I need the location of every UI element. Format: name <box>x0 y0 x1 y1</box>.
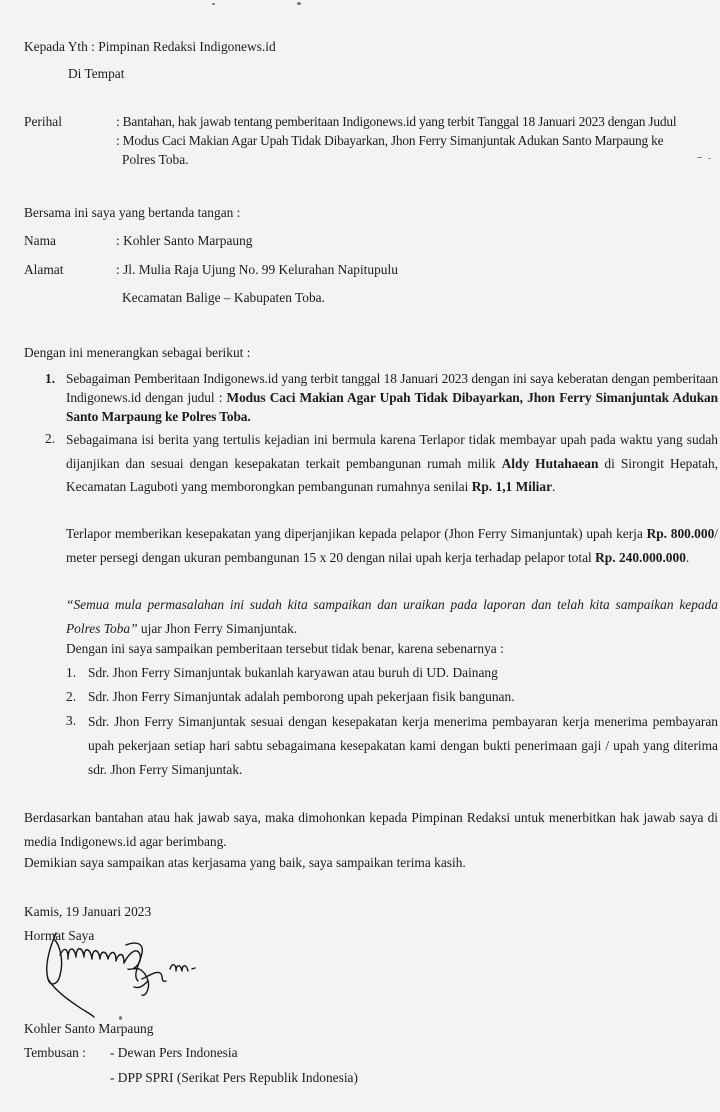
point-1-number: 1. <box>45 371 56 386</box>
point-1-headline: Modus Caci Makian Agar Upah Tidak Dibayarkan, Jhon Ferry Simanjuntak Adukan Santo Marpaung ke Polres Toba. <box>66 390 718 424</box>
point-2-text <box>66 428 718 499</box>
cc-label: Tembusan : <box>24 1045 86 1060</box>
signatory-name: Kohler Santo Marpaung <box>24 1021 154 1036</box>
rate-value: Rp. 800.000 <box>646 526 715 541</box>
addressee-place: Di Tempat <box>68 66 125 81</box>
statement-intro: Dengan ini menerangkan sebagai berikut : <box>24 345 251 360</box>
scan-speck <box>119 1016 122 1020</box>
subject-line-2: : Modus Caci Makian Agar Upah Tidak Dibayarkan, Jhon Ferry Simanjuntak Adukan Santo Marpaung ke <box>116 133 664 148</box>
project-value: Rp. 1,1 Miliar <box>471 479 553 494</box>
fact-1-text: Sdr. Jhon Ferry Simanjuntak bukanlah karyawan atau buruh di UD. Dainang <box>88 665 498 680</box>
scan-speck <box>708 158 711 159</box>
fact-2-text: Sdr. Jhon Ferry Simanjuntak adalah pemborong upah pekerjaan fisik bangunan. <box>88 689 515 704</box>
agreement-text-b: / meter persegi dengan ukuran pembangunan 15 x 20 dengan nilai upah kerja terhadap pelapor total <box>66 526 718 565</box>
closing-request: Berdasarkan bantahan atau hak jawab saya, maka dimohonkan kepada Pimpinan Redaksi untuk menerbitkan hak jawab saya di media Indigonews.id agar berimbang. <box>24 810 718 849</box>
fact-3-number: 3. <box>66 713 77 728</box>
intro-text: Bersama ini saya yang bertanda tangan : <box>24 205 241 220</box>
point-2-number: 2. <box>45 431 56 446</box>
addressee-line: Kepada Yth : Pimpinan Redaksi Indigonews.id <box>24 39 276 54</box>
point-2-text-c: . <box>552 479 556 494</box>
name-label: Nama <box>24 233 56 248</box>
closing-thanks: Demikian saya sampaikan atas kerjasama yang baik, saya sampaikan terima kasih. <box>24 855 466 870</box>
scan-speck <box>297 2 301 5</box>
agreement-paragraph <box>66 522 718 569</box>
point-2-text-a: Sebagaimana isi berita yang tertulis kejadian ini bermula karena Terlapor tidak membayar upah pada waktu yang sudah dijanjikan dan sesuai dengan kesepakatan terkait pembangunan rumah milik <box>66 432 718 471</box>
subject-line-1: : Bantahan, hak jawab tentang pemberitaan Indigonews.id yang terbit Tanggal 18 Januari 2023 dengan Judul <box>116 114 677 129</box>
denial-text: Dengan ini saya sampaikan pemberitaan tersebut tidak benar, karena sebenarnya : <box>66 641 504 656</box>
quote-attribution: ujar Jhon Ferry Simanjuntak. <box>137 620 298 636</box>
cc-item-1: - Dewan Pers Indonesia <box>110 1045 238 1060</box>
address-label: Alamat <box>24 262 64 277</box>
scan-speck <box>697 157 702 158</box>
point-2-text-b: di Sirongit Hepatah, Kecamatan Laguboti yang memborongkan pembangunan rumahnya senilai <box>66 455 718 494</box>
subject-label: Perihal <box>24 114 62 129</box>
agreement-text-c: . <box>685 549 690 565</box>
handwritten-signature <box>30 925 200 1025</box>
point-1-text-plain: Sebagaiman Pemberitaan Indigonews.id yang terbit tanggal 18 Januari 2023 dengan ini saya keberatan dengan pemberitaan Indigonews.id dengan judul : <box>66 371 718 405</box>
signature-date: Kamis, 19 Januari 2023 <box>24 904 152 919</box>
agreement-text-a: Terlapor memberikan kesepakatan yang diperjanjikan kepada pelapor (Jhon Ferry Simanjuntak) upah kerja <box>66 526 647 541</box>
address-value: : Jl. Mulia Raja Ujung No. 99 Kelurahan Napitupulu <box>116 262 398 277</box>
subject-line-3: Polres Toba. <box>122 152 189 167</box>
total-value: Rp. 240.000.000 <box>595 549 686 565</box>
scan-speck <box>212 3 215 5</box>
fact-2-number: 2. <box>66 689 77 704</box>
signature-regards: Hormat Saya <box>24 928 95 943</box>
name-value: : Kohler Santo Marpaung <box>116 233 253 248</box>
quote-paragraph <box>66 593 718 640</box>
address-value-2: Kecamatan Balige – Kabupaten Toba. <box>122 290 325 305</box>
point-1-text <box>66 369 718 426</box>
cc-item-2: - DPP SPRI (Serikat Pers Republik Indonesia) <box>110 1070 358 1085</box>
owner-name: Aldy Hutahaean <box>501 455 599 471</box>
fact-1-number: 1. <box>66 665 77 680</box>
quote-text: “Semua mula permasalahan ini sudah kita sampaikan dan uraikan pada laporan dan telah kita sampaikan kepada Polres Toba” <box>66 597 718 636</box>
fact-3-text: Sdr. Jhon Ferry Simanjuntak sesuai dengan kesepakatan kerja menerima pembayaran kerja menerima pembayaran upah pekerjaan setiap hari sabtu sebagaimana kesepakatan kami dengan bukti penerimaan gaji / upah yang diterima sdr. Jhon Ferry Simanjuntak. <box>88 714 718 777</box>
